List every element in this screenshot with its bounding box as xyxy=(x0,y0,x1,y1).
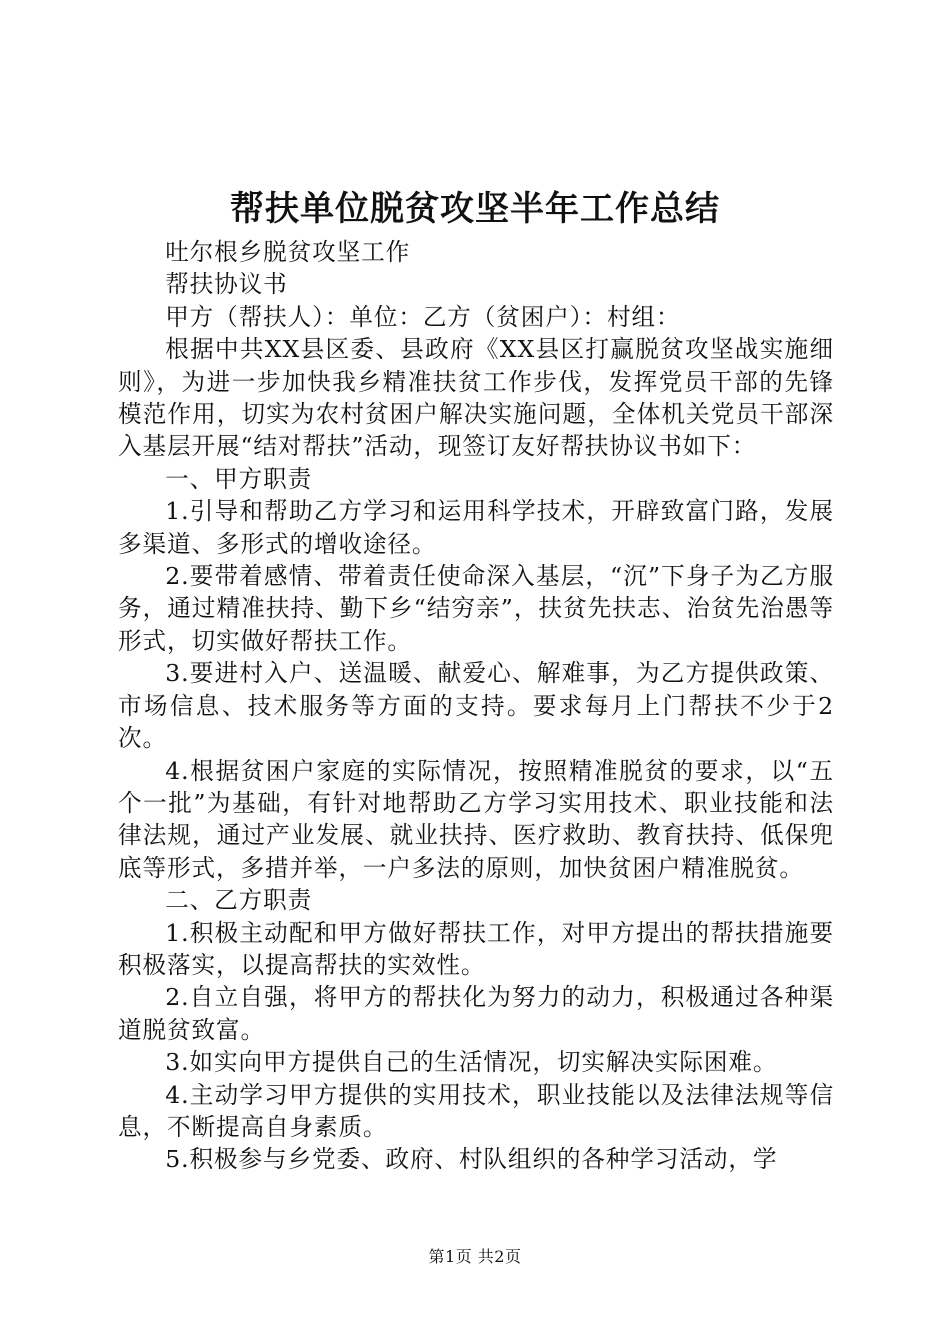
party-a-item-4: 4.根据贫困户家庭的实际情况，按照精准脱贫的要求，以“五个一批”为基础，有针对地帮助乙方学习实用技术、职业技能和法律法规，通过产业发展、就业扶持、医疗救助、教育扶持、低保兜底等形式，多措并举，一户多法的原则，加快贫困户精准脱贫。 xyxy=(118,756,834,882)
party-b-item-3: 3.如实向甲方提供自己的生活情况，切实解决实际困难。 xyxy=(165,1048,778,1077)
section-heading-party-b: 二、乙方职责 xyxy=(165,886,313,915)
party-b-item-1: 1.积极主动配和甲方做好帮扶工作，对甲方提出的帮扶措施要积极落实，以提高帮扶的实效性。 xyxy=(118,918,834,979)
section-heading-party-a: 一、甲方职责 xyxy=(165,464,313,493)
document-title: 帮扶单位脱贫攻坚半年工作总结 xyxy=(230,189,720,229)
document-body xyxy=(118,236,834,1176)
party-b-item-2: 2.自立自强，将甲方的帮扶化为努力的动力，积极通过各种渠道脱贫致富。 xyxy=(118,983,834,1044)
party-b-item-5: 5.积极参与乡党委、政府、村队组织的各种学习活动，学 xyxy=(165,1145,778,1174)
page-number-footer: 第1页 共2页 xyxy=(428,1247,522,1266)
paragraph-preamble: 根据中共XX县区委、县政府《XX县区打赢脱贫攻坚战实施细则》，为进一步加快我乡精准扶贫工作步伐，发挥党员干部的先锋模范作用，切实为农村贫困户解决实施问题，全体机关党员干部深入基层开展“结对帮扶”活动，现签订友好帮扶协议书如下： xyxy=(118,335,834,461)
party-a-item-2: 2.要带着感情、带着责任使命深入基层，“沉”下身子为乙方服务，通过精准扶持、勤下乡“结穷亲”，扶贫先扶志、治贫先治愚等形式，切实做好帮扶工作。 xyxy=(118,562,834,655)
paragraph-heading-agreement: 帮扶协议书 xyxy=(165,270,288,299)
party-a-item-3: 3.要进村入户、送温暖、献爱心、解难事，为乙方提供政策、市场信息、技术服务等方面的支持。要求每月上门帮扶不少于2次。 xyxy=(118,659,834,753)
paragraph-parties: 甲方（帮扶人）：单位：乙方（贫困户）：村组： xyxy=(165,302,681,331)
paragraph-heading-org: 吐尔根乡脱贫攻坚工作 xyxy=(165,238,411,266)
party-a-item-1: 1.引导和帮助乙方学习和运用科学技术，开辟致富门路，发展多渠道、多形式的增收途径。 xyxy=(118,497,834,558)
party-b-item-4: 4.主动学习甲方提供的实用技术，职业技能以及法律法规等信息，不断提高自身素质。 xyxy=(118,1080,834,1141)
